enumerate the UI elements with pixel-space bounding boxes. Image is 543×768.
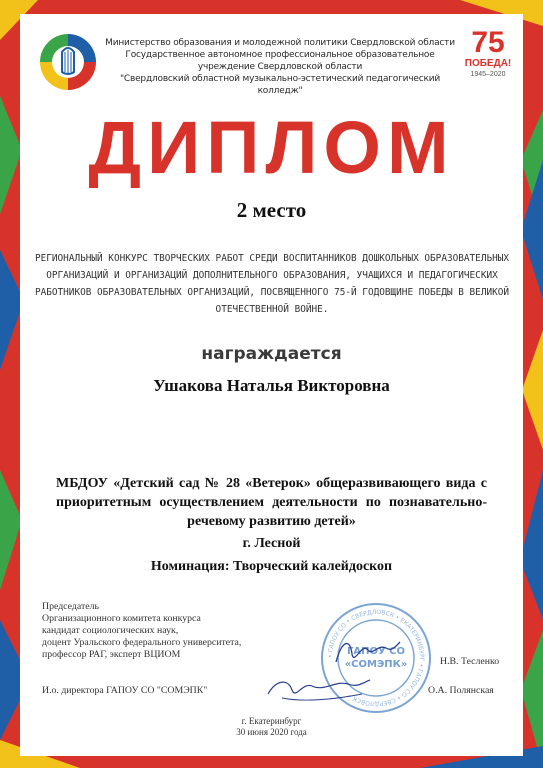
- svg-text:«СОМЭПК»: «СОМЭПК»: [344, 659, 408, 670]
- svg-text:• ГАПОУ СО • СВЕРДЛОВСК • ЕКАТ: • ГАПОУ СО • СВЕРДЛОВСК • ЕКАТЕРИНБУРГ • ГАПОУ СО • СВЕРДЛОВСК •: [326, 608, 426, 708]
- awarded-label: награждается: [201, 344, 342, 364]
- header-line-institution: Государственное автономное профессиональное образовательное учреждение Свердловской области: [125, 50, 435, 72]
- director-signature-icon: [262, 668, 372, 708]
- place-label: 2 место: [236, 198, 307, 222]
- director-name: О.А. Полянская: [428, 685, 494, 696]
- city-label: г. Лесной: [242, 536, 301, 551]
- chair-signature-icon: [332, 632, 402, 672]
- svg-text:ГАПОУ СО: ГАПОУ СО: [346, 646, 406, 657]
- victory-word: ПОБЕДА!: [464, 58, 512, 69]
- organization-name: МБДОУ «Детский сад № 28 «Ветерок» общеразвивающего вида с приоритетным осуществлением деятельности по познавательно-речевому развитию детей»: [56, 476, 487, 529]
- chair-title-line: Организационного комитета конкурса: [42, 613, 201, 624]
- chair-name: Н.В. Тесленко: [440, 656, 500, 667]
- director-title: И.о. директора ГАПОУ СО "СОМЭПК": [42, 685, 208, 696]
- recipient-name: Ушакова Наталья Викторовна: [153, 376, 390, 395]
- nomination-label: Номинация: Творческий калейдоскоп: [150, 559, 393, 574]
- chair-title-line: кандидат социологических наук,: [42, 625, 179, 636]
- header-line-ministry: Министерство образования и молодежной политики Свердловской области: [105, 38, 455, 48]
- chair-title-block: [42, 601, 241, 661]
- footer-date: 30 июня 2020 года: [236, 727, 307, 737]
- contest-description: РЕГИОНАЛЬНЫЙ КОНКУРС ТВОРЧЕСКИХ РАБОТ СРЕДИ ВОСПИТАННИКОВ ДОШКОЛЬНЫХ ОБРАЗОВАТЕЛЬНЫХ ОРГАНИЗАЦИЙ И ОРГАНИЗАЦИЙ ДОПОЛНИТЕЛЬНОГО ОБРАЗОВАНИЯ, УЧАЩИХСЯ И ПЕДАГОГИЧЕСКИХ РАБОТНИКОВ ОБРАЗОВАТЕЛЬНЫХ ОРГАНИЗАЦИЙ, ПОСВЯЩЕННОГО 75-Й ГОДОВЩИНЕ ПОБЕДЫ В ВЕЛИКОЙ ОТЕЧЕСТВЕННОЙ ВОЙНЕ.: [34, 253, 510, 315]
- victory-number: 75: [471, 26, 505, 59]
- chair-title-line: доцент Уральского федерального университета,: [42, 637, 242, 648]
- header-line-college: "Свердловский областной музыкально-эстетический педагогический колледж": [119, 74, 441, 96]
- certificate-title: ДИПЛОМ: [88, 106, 455, 189]
- header-institution: [100, 37, 460, 97]
- chair-title-line: профессор РАГ, эксперт ВЦИОМ: [42, 649, 181, 660]
- footer-place: г. Екатеринбург: [241, 716, 302, 726]
- college-logo-icon: [36, 30, 100, 94]
- chair-title-line: Председатель: [42, 601, 99, 612]
- victory-75-logo: [458, 28, 518, 79]
- footer-place-date: [40, 716, 503, 738]
- victory-years: 1945–2020: [470, 71, 506, 78]
